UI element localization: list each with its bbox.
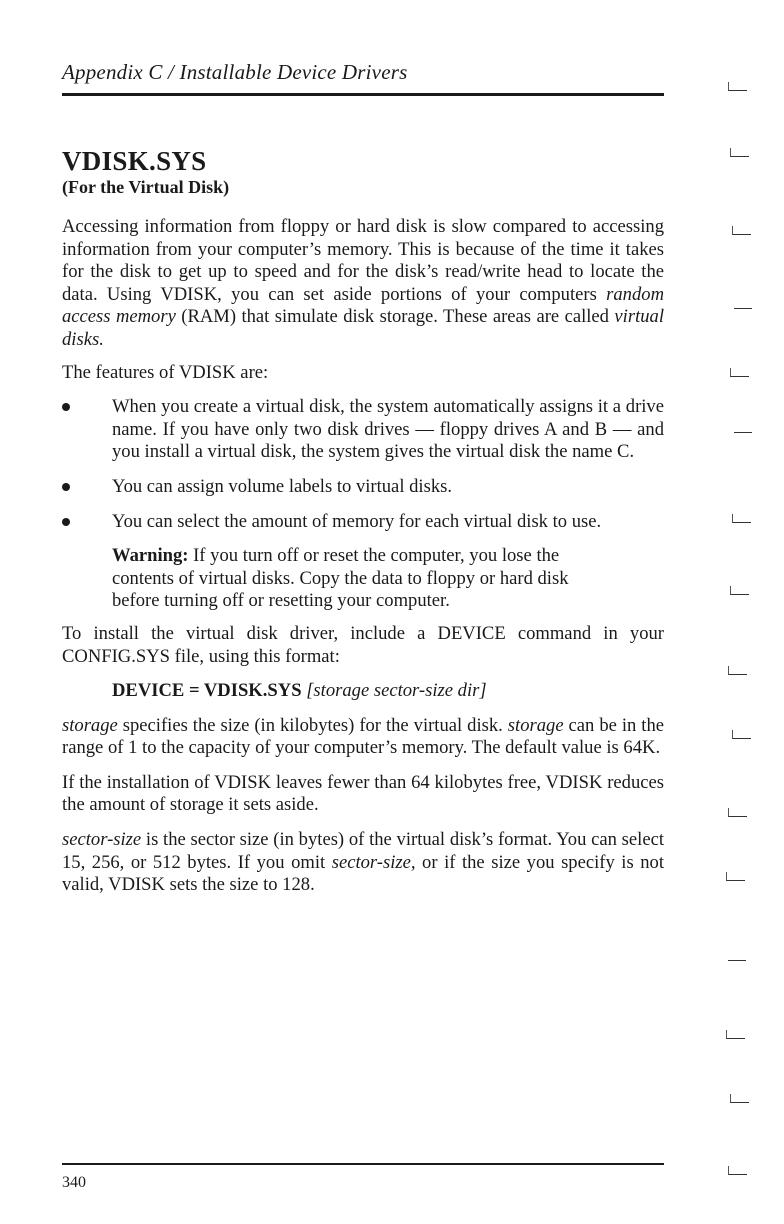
binding-mark <box>726 872 745 881</box>
binding-mark <box>728 1166 747 1175</box>
feature-text: When you create a virtual disk, the system automatically assigns it a drive name. If you have only two disk drives — floppy drives A and B — and you install a virtual disk, the system gives the virtual disk the name C. <box>112 396 664 463</box>
warning-note <box>62 545 664 613</box>
binding-mark <box>732 730 751 739</box>
syntax-parameters: [storage sector-size dir] <box>306 680 487 702</box>
bullet-icon <box>62 403 70 411</box>
binding-mark <box>728 808 747 817</box>
warning-text: If you turn off or reset the computer, you lose the contents of virtual disks. Copy the data to floppy or hard disk before turning off or resetting your computer. <box>112 545 569 612</box>
binding-mark <box>728 952 746 961</box>
sector-size-term: sector-size <box>62 829 142 851</box>
command-syntax <box>62 680 664 703</box>
binding-margin <box>716 0 776 1224</box>
warning-label: Warning: <box>112 545 189 567</box>
binding-mark <box>732 226 751 235</box>
bullet-icon <box>62 518 70 526</box>
sector-size-paragraph <box>62 829 664 897</box>
section-title: VDISK.SYS <box>62 146 207 176</box>
binding-mark <box>732 514 751 523</box>
footer-rule <box>62 1163 664 1165</box>
features-intro: The features of VDISK are: <box>62 361 269 383</box>
feature-item <box>62 511 664 534</box>
storage-text-2: can be in the range of 1 to the capacity of your computer’s memory. The default value is 64K. <box>62 714 665 759</box>
binding-mark <box>730 586 749 595</box>
feature-text: You can select the amount of memory for each virtual disk to use. <box>112 510 602 532</box>
intro-term-virtual-disks: virtual disks. <box>62 306 665 350</box>
install-paragraph: To install the virtual disk driver, include a DEVICE command in your CONFIG.SYS file, using this format: <box>62 622 664 667</box>
binding-mark <box>728 666 747 675</box>
intro-term-ram: random access memory <box>62 283 664 328</box>
binding-mark <box>726 1030 745 1039</box>
syntax-command: DEVICE = VDISK.SYS <box>112 680 307 702</box>
document-page <box>62 0 664 1224</box>
intro-paragraph <box>62 216 664 352</box>
bullet-icon <box>62 483 70 491</box>
sector-size-term-2: sector-size, <box>331 851 416 873</box>
running-head: Appendix C / Installable Device Drivers <box>62 60 408 84</box>
sector-text-1: is the sector size (in bytes) of the virtual disk’s format. You can select 15, 256, or 512 bytes. If you omit <box>62 829 664 873</box>
binding-mark <box>728 82 747 91</box>
header-rule <box>62 93 664 96</box>
binding-mark <box>730 1094 749 1103</box>
binding-mark <box>734 300 752 309</box>
sector-text-2: or if the size you specify is not valid, VDISK sets the size to 128. <box>62 851 664 896</box>
binding-mark <box>730 368 749 377</box>
page-number: 340 <box>62 1174 86 1191</box>
section-subtitle: (For the Virtual Disk) <box>62 177 230 197</box>
body-text <box>62 216 664 897</box>
feature-item <box>62 476 664 499</box>
storage-term: storage <box>62 714 118 736</box>
intro-text-1: Accessing information from floppy or hard disk is slow compared to accessing information from your computer’s memory. This is because of the time it takes for the disk to get up to speed and for the disk’s read/write head to locate the data. Using VDISK, you can set aside portions of your computers <box>62 216 664 305</box>
feature-item <box>62 396 664 464</box>
storage-term-2: storage <box>507 714 564 736</box>
intro-text-2: (RAM) that simulate disk storage. These areas are called <box>175 306 615 328</box>
binding-mark <box>730 148 749 157</box>
storage-text-1: specifies the size (in kilobytes) for the virtual disk. <box>117 714 508 736</box>
free-memory-paragraph: If the installation of VDISK leaves fewer than 64 kilobytes free, VDISK reduces the amount of storage it sets aside. <box>62 771 664 816</box>
binding-mark <box>734 424 752 433</box>
feature-text: You can assign volume labels to virtual disks. <box>112 475 453 497</box>
storage-paragraph <box>62 715 664 760</box>
